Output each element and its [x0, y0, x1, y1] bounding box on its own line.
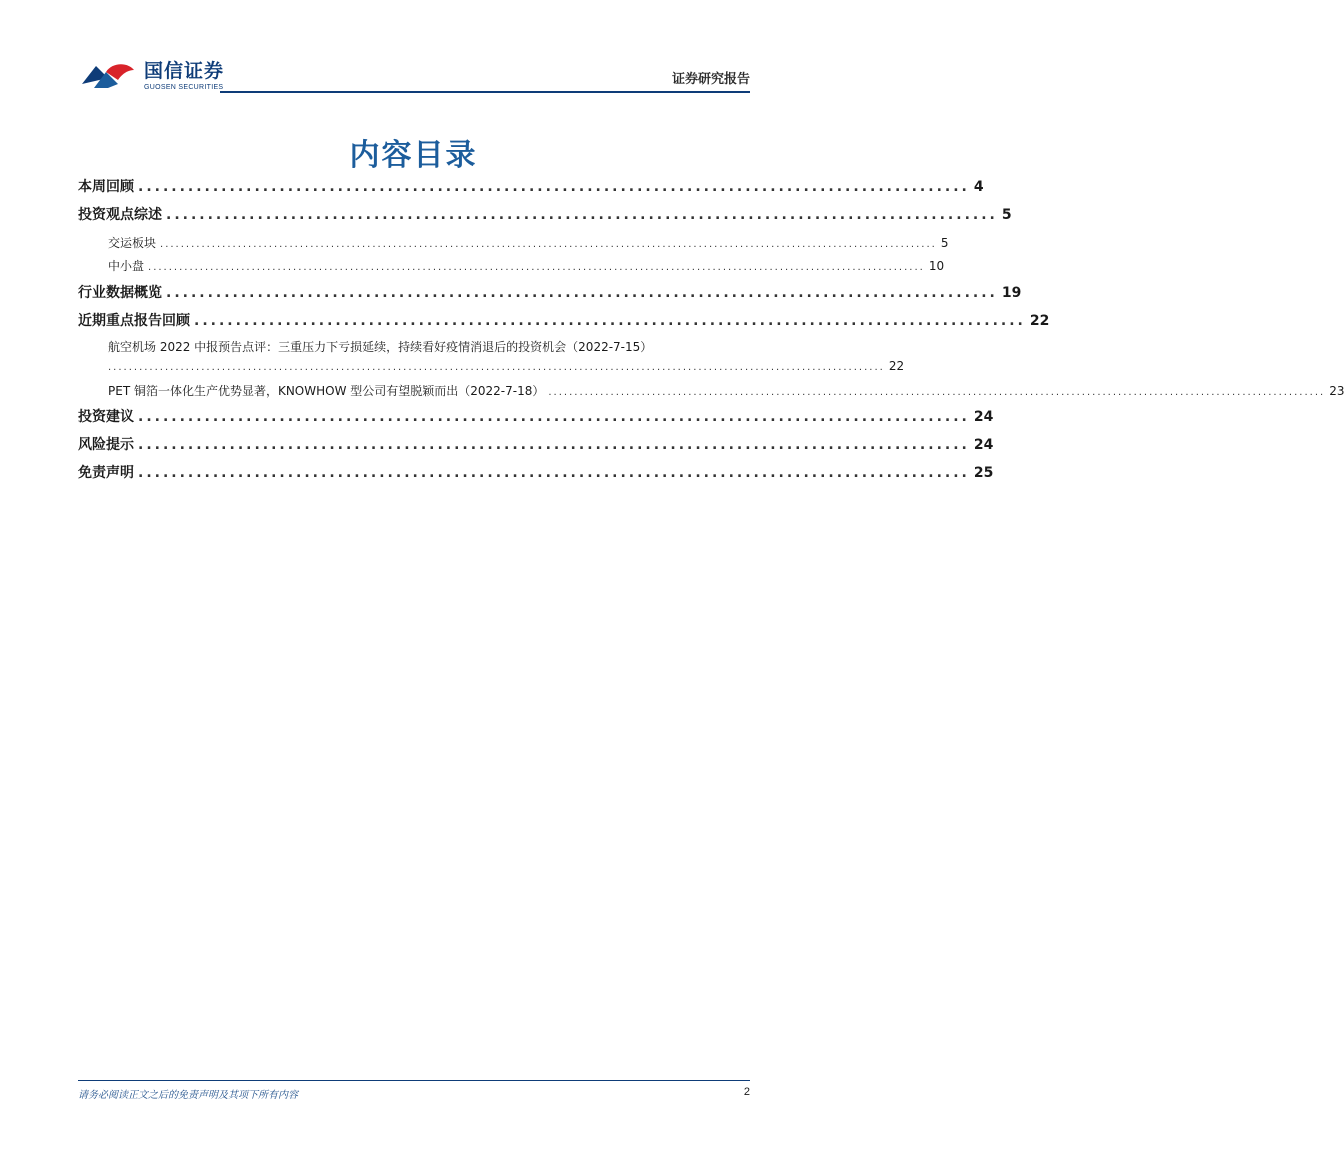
toc-entry-label: 近期重点报告回顾 [78, 313, 190, 329]
toc-entry-page: 19 [1001, 285, 1022, 301]
logo-chinese-name: 国信证券 [144, 59, 225, 82]
toc-entry-label: 免责声明 [78, 465, 134, 481]
toc-entry-airline-airport-report[interactable] [78, 338, 905, 373]
toc-entry-label: 航空机场 2022 中报预告点评：三重压力下亏损延续，持续看好疫情消退后的投资机会（2022-7-15） [108, 340, 653, 354]
toc-leader-dots: .................................................................................................... [166, 207, 998, 223]
toc-entry-small-mid-cap[interactable] [78, 257, 945, 279]
toc-leader-dots: ...................................................................................................................................................... [148, 262, 925, 273]
header-divider [220, 91, 750, 93]
toc-entry-label: PET 铜箔一体化生产优势显著，KNOWHOW 型公司有望脱颖而出（2022-7-18） [108, 384, 545, 398]
toc-entry-page: 5 [940, 236, 949, 250]
toc-entry-page: 25 [973, 465, 994, 481]
report-type-label: 证券研究报告 [671, 72, 750, 87]
guosen-logo-icon [78, 58, 138, 94]
toc-entry-label: 投资建议 [78, 409, 134, 425]
toc-entry-recent-reports[interactable] [78, 310, 1050, 338]
toc-entry-risk-warning[interactable] [78, 434, 994, 462]
toc-leader-dots: .................................................................................................... [138, 179, 970, 195]
toc-title: 内容目录 [349, 138, 478, 173]
toc-entry-pet-copper-foil-report[interactable] [78, 382, 1344, 404]
page-header [78, 56, 750, 94]
toc-entry-label: 投资观点综述 [78, 207, 162, 223]
toc-entry-page: 24 [973, 437, 994, 453]
toc-entry-page: 4 [973, 179, 984, 195]
toc-entry-investment-advice[interactable] [78, 406, 994, 434]
toc-entry-page: 24 [973, 409, 994, 425]
toc-leader-dots: .................................................................................................... [138, 409, 970, 425]
toc-entry-page: 22 [1029, 313, 1050, 329]
footer-disclaimer-note: 请务必阅读正文之后的免责声明及其项下所有内容 [78, 1090, 298, 1101]
toc-entry-page: 10 [928, 259, 945, 273]
toc-entry-page: 22 [888, 359, 905, 373]
toc-entry-page: 5 [1001, 207, 1012, 223]
toc-leader-dots: ...................................................................................................................................................... [108, 362, 885, 373]
toc-entry-label: 中小盘 [108, 259, 145, 273]
toc-entry-label: 交运板块 [108, 236, 157, 250]
page-number: 2 [743, 1086, 750, 1098]
toc-leader-dots: .................................................................................................... [194, 313, 1026, 329]
toc-leader-dots: .................................................................................................... [138, 437, 970, 453]
toc-entry-industry-data[interactable] [78, 282, 1022, 310]
toc-entry-investment-overview[interactable] [78, 204, 1012, 232]
toc-entry-weekly-review[interactable] [78, 176, 984, 204]
toc-entry-transport-sector[interactable] [78, 234, 949, 256]
toc-leader-dots: .................................................................................................... [166, 285, 998, 301]
toc-leader-dots: ...................................................................................................................................................... [160, 239, 937, 250]
toc-leader-dots: .................................................................................................... [138, 465, 970, 481]
toc-entry-label: 风险提示 [78, 437, 134, 453]
logo-english-name: GUOSEN SECURITIES [144, 83, 224, 91]
toc-entry-label: 本周回顾 [78, 179, 134, 195]
footer-divider [78, 1080, 750, 1081]
toc-leader-dots: ...................................................................................................................................................... [548, 387, 1326, 398]
toc-entry-disclaimer[interactable] [78, 462, 994, 490]
company-logo [78, 58, 224, 94]
toc-entry-label: 行业数据概览 [78, 285, 162, 301]
toc-entry-page: 23 [1329, 384, 1344, 398]
